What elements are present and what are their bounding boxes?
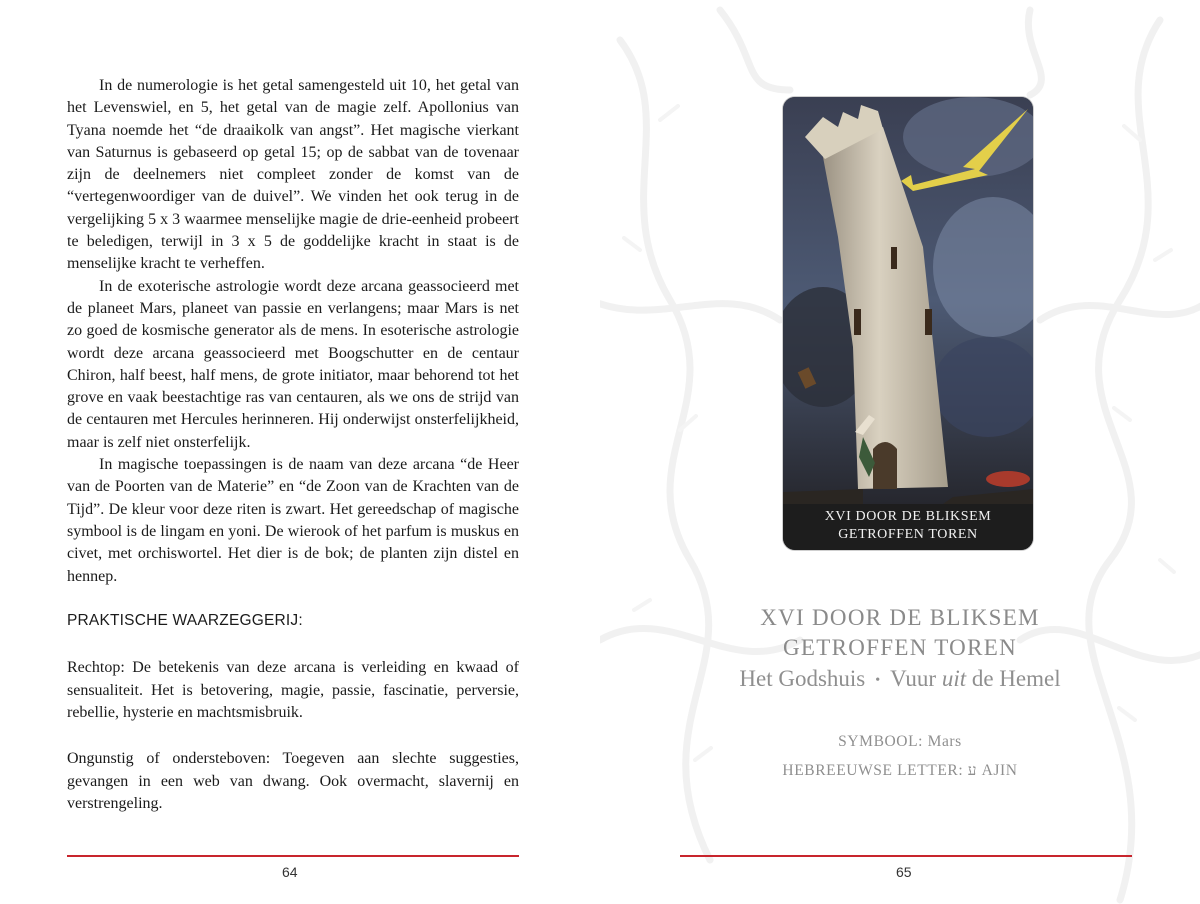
card-title-line2: GETROFFEN TOREN bbox=[783, 635, 1017, 660]
subtitle-right-a: Vuur bbox=[890, 666, 937, 691]
hebrew-letter-line bbox=[600, 762, 1200, 780]
paragraph-astrology: In de exoterische astrologie wordt deze arcana geassocieerd met de planeet Mars, planeet van passie en verlangens; maar Mars is net zo goed de kosmische generator als de mens. In esoterische astrologie wordt deze arcana geassocieerd met Boogschutter en de centaur Chiron, half beest, half mens, de grote initiator, maar behorend tot het grove en vaak beestachtige ras van centauren, als we ons de strijd van de centauren met Hercules herinneren. Hij onderwijst onsterfelijkheid, maar is zelf niet onsterfelijk. bbox=[67, 277, 519, 451]
subtitle-right-em: uit bbox=[941, 666, 967, 691]
paragraph-rechtop: Rechtop: De betekenis van deze arcana is verleiding en kwaad of sensualiteit. Het is betovering, magie, passie, fascinatie, perversie, rebellie, hysterie en machtsmisbruik. bbox=[67, 659, 519, 721]
footer-rule bbox=[680, 855, 1132, 857]
tarot-card bbox=[783, 97, 1033, 550]
card-caption-line1: XVI DOOR DE BLIKSEM bbox=[824, 509, 992, 524]
symbol-line bbox=[600, 733, 1200, 751]
body-text bbox=[67, 75, 519, 588]
subtitle-right-b: de Hemel bbox=[971, 666, 1061, 691]
page-number: 65 bbox=[896, 864, 912, 880]
paragraph-ongunstig: Ongunstig of ondersteboven: Toegeven aan slechte suggesties, gevangen in een web van dwang. Ook overmacht, slavernij en verstrengeling. bbox=[67, 750, 519, 812]
symbol-label: SYMBOOL: bbox=[838, 733, 924, 750]
card-caption-line2: GETROFFEN TOREN bbox=[838, 527, 978, 542]
letter-name: AJIN bbox=[981, 762, 1018, 779]
tower-illustration bbox=[783, 97, 1033, 504]
card-subtitle bbox=[600, 664, 1200, 696]
card-title-line1: XVI DOOR DE BLIKSEM bbox=[760, 605, 1040, 630]
letter-glyph: ע bbox=[967, 762, 978, 779]
letter-label: HEBREEUWSE LETTER: bbox=[782, 762, 964, 779]
paragraph-numerology: In de numerologie is het getal samengesteld uit 10, het getal van het Levenswiel, en 5, het getal van de magie zelf. Apollonius van Tyana noemde het “de draaikolk van angst”. Het magische vierkant van Saturnus is gebaseerd op getal 15; op de sabbat van de tovenaar zijn de deelnemers niet compleet zonder de komst van de “vertegenwoordiger van de duivel”. We vinden het ook terug in de vergelijking 5 x 3 waarmee menselijke magie de drie-eenheid probeert te beledigen, terwijl in 3 x 5 de goddelijke kracht in staat is de menselijke kracht te verheffen. bbox=[67, 77, 519, 273]
footer-rule bbox=[67, 855, 519, 857]
subtitle-separator: • bbox=[875, 672, 881, 688]
symbol-value: Mars bbox=[927, 733, 962, 750]
subtitle-left: Het Godshuis bbox=[739, 666, 866, 691]
paragraph-magic: In magische toepassingen is de naam van deze arcana “de Heer van de Poorten van de Materie” en “de Zoon van de Krachten van de Tijd”. De kleur voor deze riten is zwart. Het gereedschap of magische symbool is de lingam en yoni. De wierook of het parfum is muskus en civet, met orchiswortel. Het dier is de bok; de planten zijn distel en hennep. bbox=[67, 456, 519, 585]
page-number: 64 bbox=[282, 864, 298, 880]
right-page bbox=[600, 0, 1200, 904]
card-caption bbox=[783, 504, 1033, 550]
section-heading: PRAKTISCHE WAARZEGGERIJ: bbox=[67, 612, 303, 629]
